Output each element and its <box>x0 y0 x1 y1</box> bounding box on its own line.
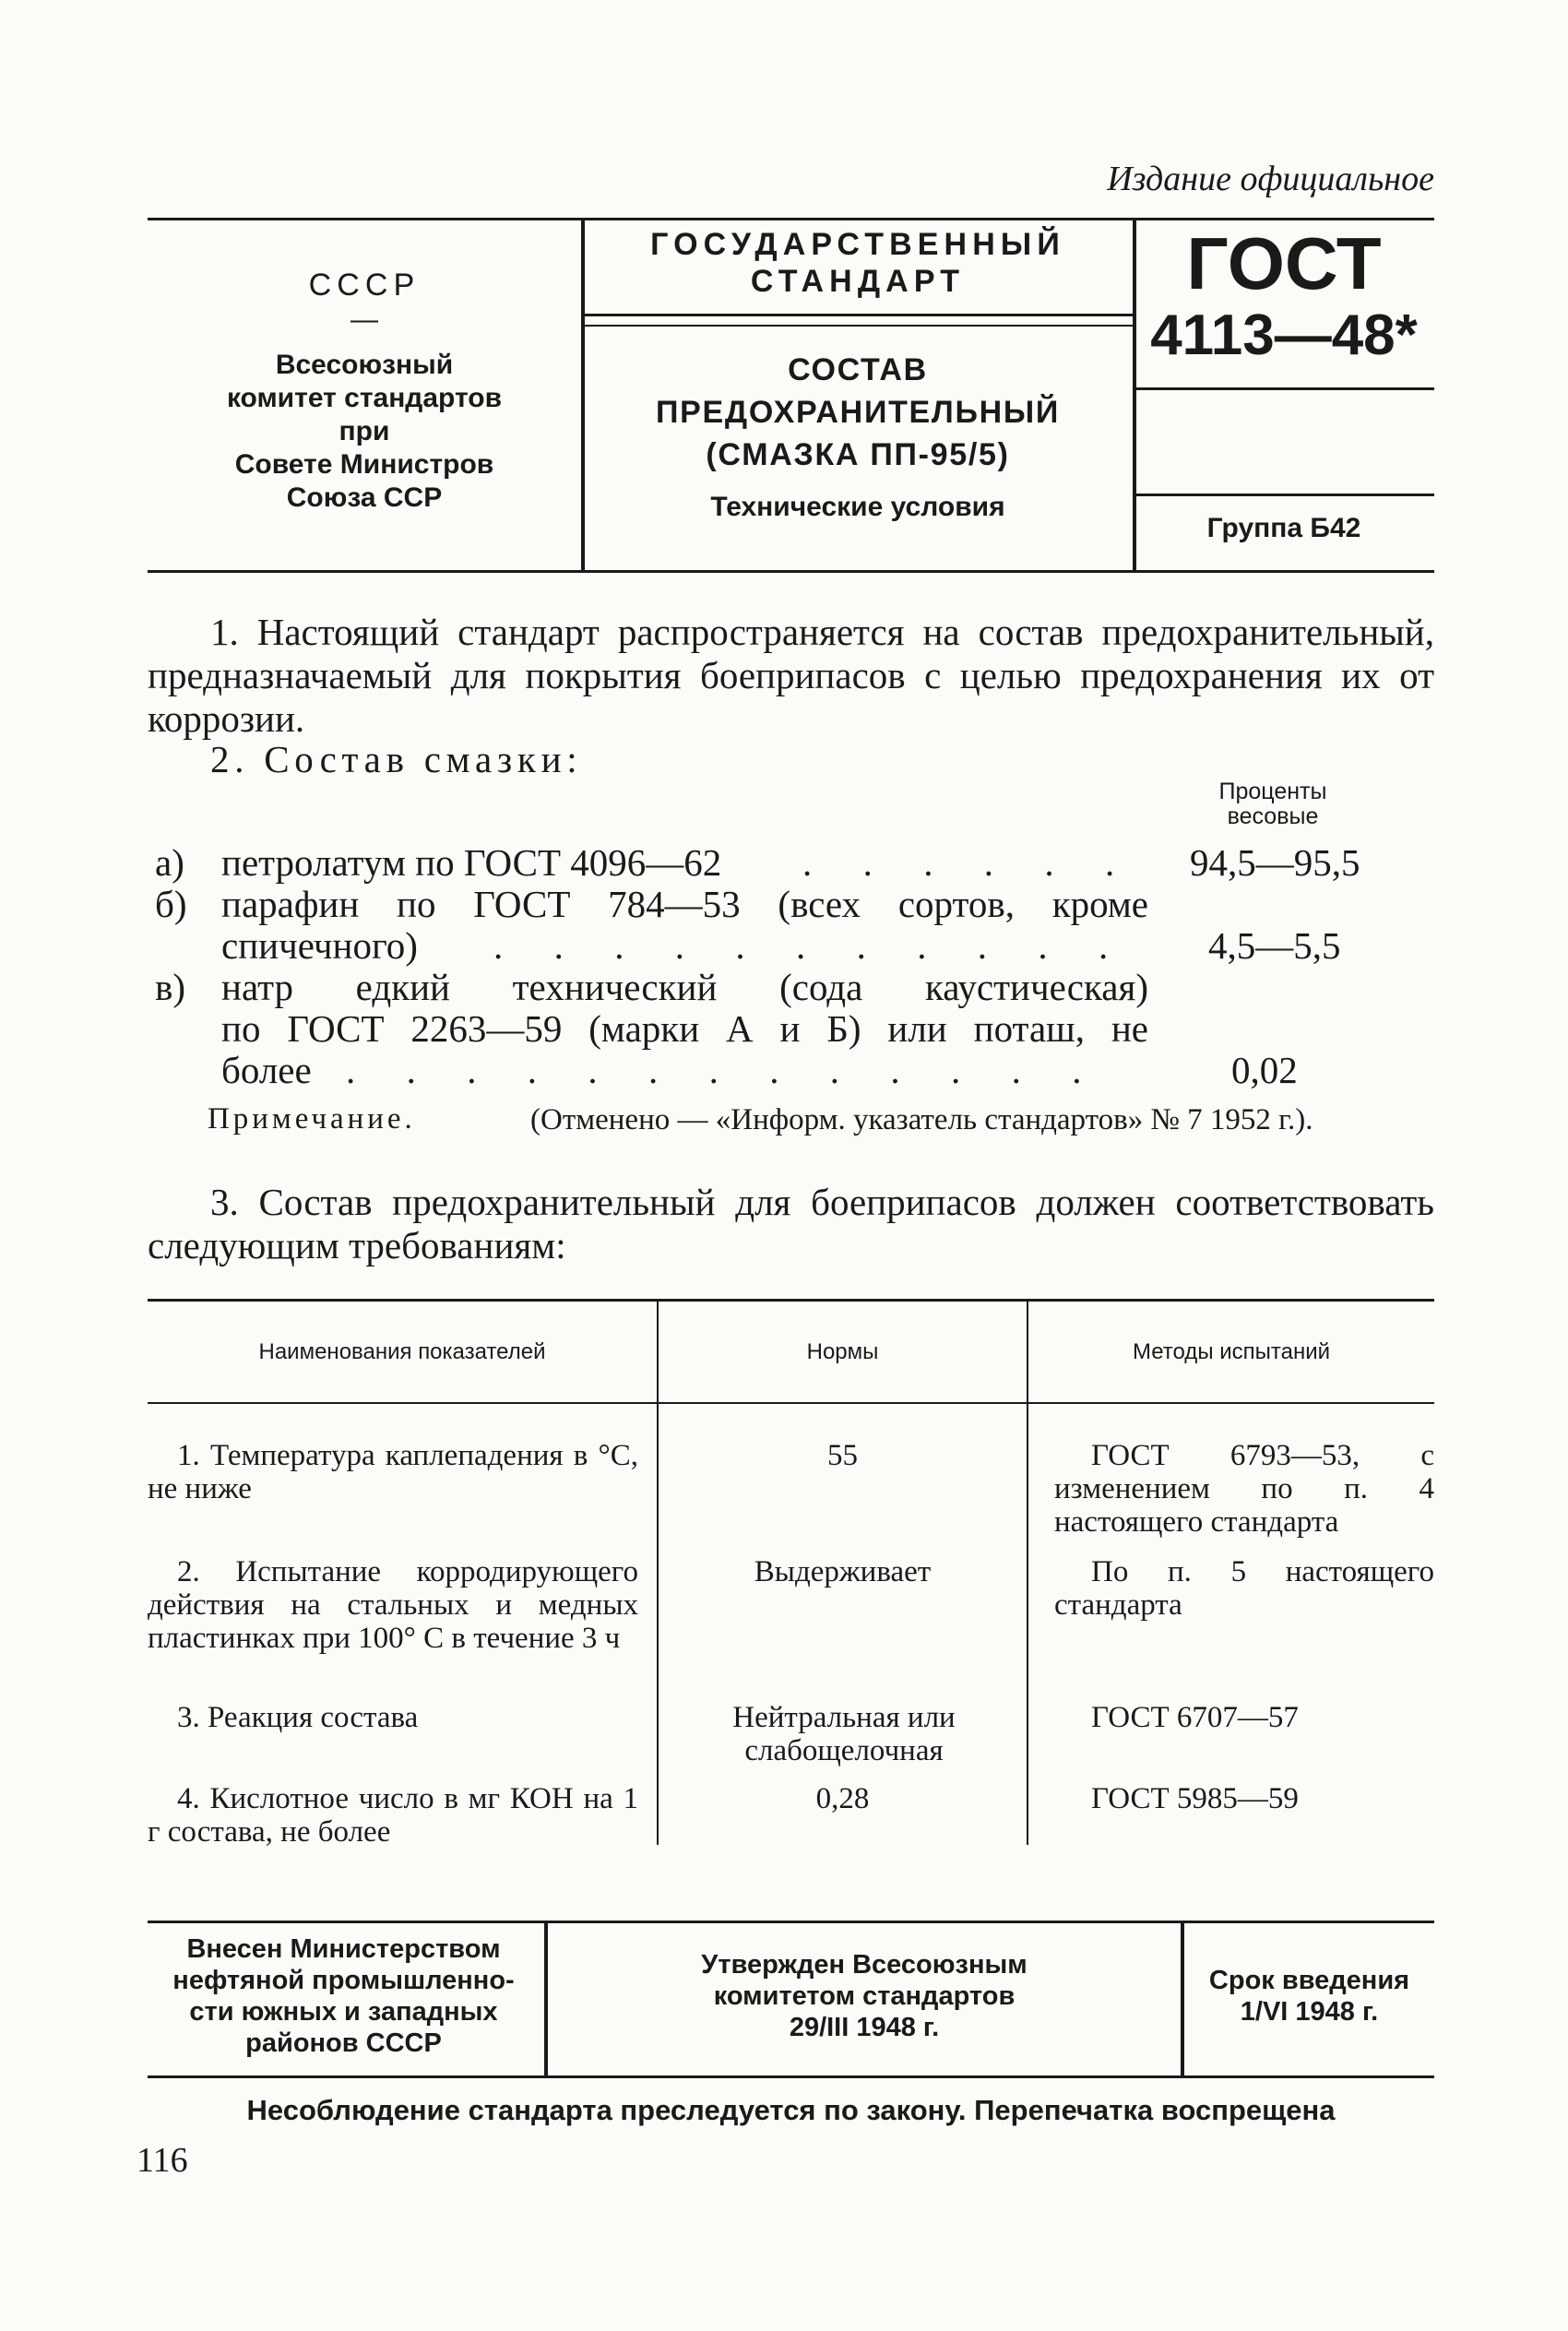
clause-1: 1. Настоящий стандарт распространяется на состав предохранительный, предназначаемый для покрытия боеприпасов с целью предохранения их от коррозии. <box>148 611 1434 740</box>
approved-line: 29/III 1948 г. <box>789 2013 940 2042</box>
composition-value: 94,5—95,5 <box>1190 841 1360 884</box>
approved-line: Утвержден Всесоюзным <box>701 1950 1028 1980</box>
effective-date <box>1184 1965 1434 2028</box>
state-standard-label <box>586 226 1130 300</box>
standard-title <box>586 349 1130 476</box>
table-col-divider <box>1027 1301 1028 1845</box>
table-row-norm: 55 <box>827 1439 858 1472</box>
table-header-name: Наименования показателей <box>258 1339 546 1364</box>
header-bottom-rule <box>148 570 1434 573</box>
leader-dots: . . . . . . <box>802 841 1135 884</box>
title-line: (СМАЗКА ПП-95/5) <box>706 437 1010 472</box>
table-row-method: По п. 5 настоящего стандарта <box>1054 1555 1434 1622</box>
table-row-method: ГОСТ 6793—53, с изменением по п. 4 настоящего стандарта <box>1054 1439 1434 1539</box>
approved-by <box>548 1949 1181 2043</box>
leader-dots: . . . . . . . . . . . <box>493 924 1129 967</box>
legal-notice: Несоблюдение стандарта преследуется по закону. Перепечатка воспрещена <box>246 2094 1336 2126</box>
title-line: ПРЕДОХРАНИТЕЛЬНЫЙ <box>656 395 1060 430</box>
header-mid-rule <box>585 314 1133 316</box>
gost-number: 4113—48* <box>1150 303 1418 367</box>
clause-3: 3. Состав предохранительный для боеприпасов должен соответствовать следующим требованиям: <box>148 1181 1434 1267</box>
approved-line: комитетом стандартов <box>713 1981 1016 2011</box>
percent-header <box>1162 779 1384 829</box>
state-standard-line: ГОСУДАРСТВЕННЫЙ <box>650 227 1065 262</box>
table-row-name: 1. Температура каплепадения в °С, не ниже <box>148 1439 638 1505</box>
country-dash: — <box>350 304 378 335</box>
header-top-rule <box>148 218 1434 220</box>
composition-text: по ГОСТ 2263—59 (марки А и Б) или поташ, не <box>221 1007 1148 1050</box>
table-top-rule <box>148 1299 1434 1302</box>
composition-value: 0,02 <box>1231 1049 1298 1091</box>
table-header-rule <box>148 1402 1434 1404</box>
gost-label: ГОСТ <box>1186 222 1382 304</box>
table-row-name: 3. Реакция состава <box>177 1701 419 1734</box>
committee-line: при <box>339 416 390 446</box>
composition-text: парафин по ГОСТ 784—53 (всех сортов, кроме <box>221 883 1148 925</box>
percent-header-line: весовые <box>1227 803 1319 829</box>
committee-line: Союза ССР <box>286 482 443 513</box>
effective-line: Срок введения <box>1208 1966 1410 1995</box>
composition-letter: а) <box>155 841 184 884</box>
table-row-method: ГОСТ 5985—59 <box>1091 1782 1299 1815</box>
committee-line: Всесоюзный <box>275 350 454 380</box>
title-line: СОСТАВ <box>788 352 928 387</box>
introduced-line: районов СССР <box>245 2028 442 2058</box>
composition-letter: в) <box>155 966 186 1008</box>
composition-text: натр едкий технический (сода каустическая) <box>221 966 1148 1008</box>
header-mid-rule-2 <box>585 325 1133 327</box>
introduced-by <box>148 1933 540 2059</box>
group-label: Группа Б42 <box>1206 513 1361 543</box>
footer-top-rule <box>148 1921 1434 1923</box>
introduced-line: сти южных и западных <box>189 1997 498 2027</box>
committee-line: комитет стандартов <box>226 383 503 413</box>
header-right-rule-2 <box>1136 494 1434 496</box>
page-number: 116 <box>137 2141 188 2180</box>
composition-text: спичечного) <box>221 924 418 967</box>
table-row-method: ГОСТ 6707—57 <box>1091 1701 1299 1734</box>
note-text: (Отменено — «Информ. указатель стандартов» № 7 1952 г.). <box>530 1103 1313 1136</box>
table-row-norm: Выдерживает <box>754 1555 932 1588</box>
composition-letter: б) <box>155 883 187 925</box>
introduced-line: Внесен Министерством <box>186 1934 501 1964</box>
committee-line: Совете Министров <box>234 449 494 480</box>
table-row-name: 2. Испытание корродирующего действия на стальных и медных пластинках при 100° С в течение 3 ч <box>148 1555 638 1655</box>
table-header-norm: Нормы <box>806 1339 879 1364</box>
country-label: СССР <box>308 268 421 303</box>
clause-2-heading: 2. Состав смазки: <box>210 738 583 780</box>
table-row-name: 4. Кислотное число в мг КОН на 1 г состава, не более <box>148 1782 638 1849</box>
committee-block <box>148 349 581 515</box>
effective-line: 1/VI 1948 г. <box>1240 1997 1379 2027</box>
composition-text: более <box>221 1049 312 1091</box>
state-standard-line: СТАНДАРТ <box>750 264 966 299</box>
standard-subtitle: Технические условия <box>710 492 1005 522</box>
composition-value: 4,5—5,5 <box>1208 924 1341 967</box>
edition-label: Издание официальное <box>1107 160 1434 198</box>
header-right-rule-1 <box>1136 387 1434 390</box>
header-divider-left <box>581 220 585 570</box>
table-row-norm: 0,28 <box>815 1782 870 1815</box>
table-header-method: Методы испытаний <box>1132 1339 1331 1364</box>
introduced-line: нефтяной промышленно- <box>172 1966 515 1995</box>
table-row-norm: Нейтральная или слабощелочная <box>732 1701 956 1767</box>
composition-text: петролатум по ГОСТ 4096—62 <box>221 841 722 884</box>
footer-bottom-rule <box>148 2075 1434 2078</box>
percent-header-line: Проценты <box>1218 779 1327 804</box>
note-label: Примечание. <box>208 1102 416 1136</box>
leader-dots: . . . . . . . . . . . . . <box>346 1049 1102 1091</box>
